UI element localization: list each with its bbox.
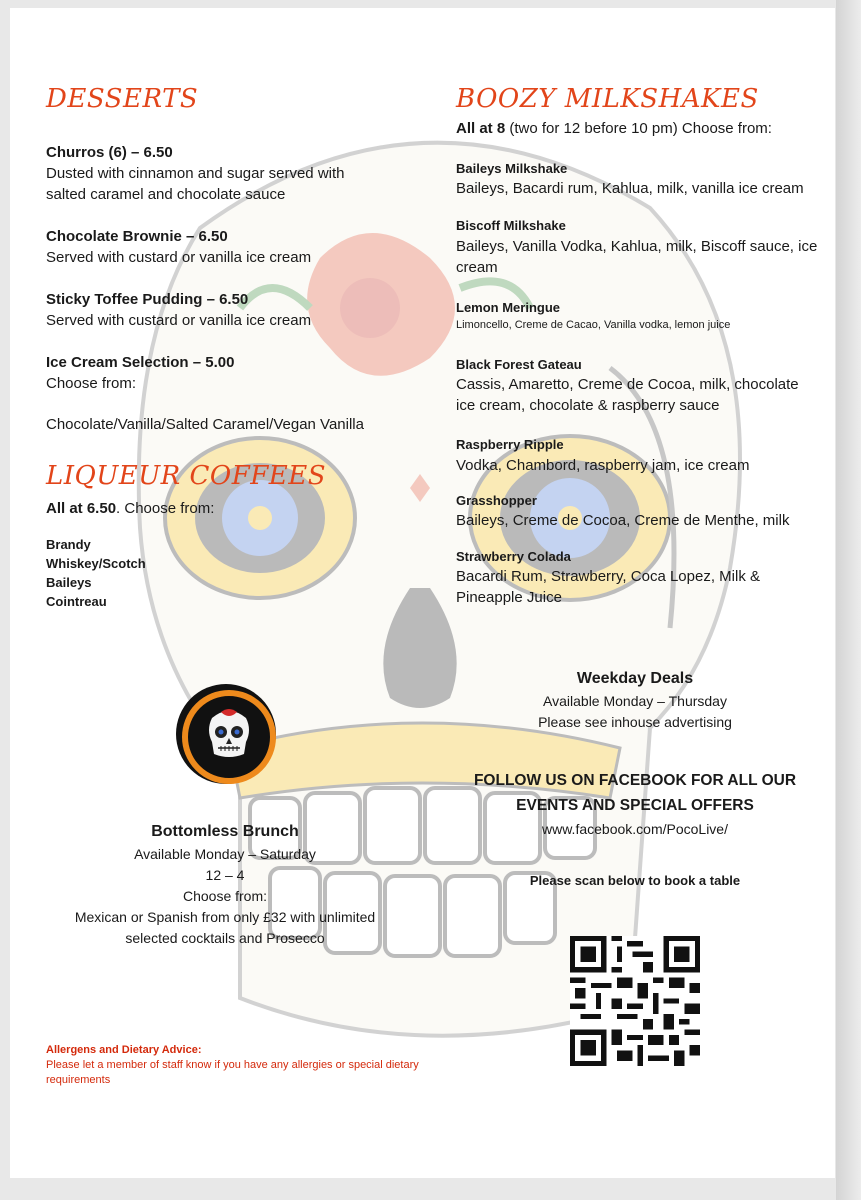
milkshake-desc: Vodka, Chambord, raspberry jam, ice cream [456,457,750,474]
liqueur-price-line [46,498,214,519]
liqueur-coffees-heading: LIQUEUR COFFEES [46,461,327,491]
facebook-url[interactable]: www.facebook.com/PocoLive/ [542,821,728,837]
milkshake-name: Baileys Milkshake [456,161,568,176]
milkshake-name: Strawberry Colada [456,549,571,564]
dessert-desc: Choose from: [46,375,137,392]
brunch-line: Choose from: [182,888,268,904]
book-table-prompt: Please scan below to book a table [529,873,741,888]
allergens-text: Please let a member of staff know if you have any allergies or special dietary requirements [46,1059,419,1086]
milkshake-desc: Baileys, Vanilla Vodka, Kahlua, milk, Biscoff sauce, ice cream [456,238,818,276]
milkshake-name: Lemon Meringue [456,300,561,315]
sugar-skull-logo [176,684,276,784]
brunch-line: 12 – 4 [205,867,245,883]
skull-icon [188,696,270,778]
milkshake-desc: Baileys, Creme de Cocoa, Creme de Menthe, milk [456,512,790,529]
liqueur-item: Baileys [46,575,92,590]
liqueur-item: Brandy [46,537,91,552]
milkshake-price-line [456,118,772,139]
dessert-desc: Served with custard or vanilla ice cream [46,312,312,329]
weekday-deals-line: Please see inhouse advertising [538,714,732,730]
dessert-name: Ice Cream Selection – 5.00 [46,354,235,371]
desserts-heading: DESSERTS [46,84,199,114]
page-edge-shadow [836,0,861,1200]
weekday-deals-title: Weekday Deals [576,670,694,687]
dessert-name: Chocolate Brownie – 6.50 [46,228,228,245]
liqueur-price: All at 6.50 [46,500,117,517]
facebook-line: EVENTS AND SPECIAL OFFERS [516,797,754,814]
dessert-desc: Dusted with cinnamon and sugar served with salted caramel and chocolate sauce [46,165,345,203]
milkshake-price: All at 8 [456,120,506,137]
brunch-line: selected cocktails and Prosecco [125,930,325,946]
liqueur-item: Cointreau [46,594,107,609]
milkshake-price-rest: (two for 12 before 10 pm) Choose from: [505,120,772,137]
brunch-title: Bottomless Brunch [151,823,299,840]
liqueur-price-rest: . Choose from: [116,500,215,517]
milkshake-desc: Cassis, Amaretto, Creme de Cocoa, milk, chocolate ice cream, chocolate & raspberry sauce [456,376,799,414]
liqueur-item: Whiskey/Scotch [46,556,146,571]
dessert-name: Churros (6) – 6.50 [46,144,173,161]
ice-cream-options: Chocolate/Vanilla/Salted Caramel/Vegan Vanilla [46,416,364,433]
weekday-deals-line: Available Monday – Thursday [543,693,727,709]
logo-ring [182,690,276,784]
milkshake-desc: Bacardi Rum, Strawberry, Coca Lopez, Milk & Pineapple Juice [456,568,760,606]
menu-page [10,8,835,1178]
milkshake-name: Raspberry Ripple [456,437,564,452]
qr-code[interactable] [570,936,700,1066]
milkshake-name: Grasshopper [456,493,537,508]
milkshake-desc: Limoncello, Creme de Cacao, Vanilla vodka, lemon juice [456,319,731,331]
boozy-milkshakes-heading: BOOZY MILKSHAKES [456,84,759,114]
milkshake-name: Black Forest Gateau [456,357,582,372]
dessert-desc: Served with custard or vanilla ice cream [46,249,312,266]
brunch-line: Mexican or Spanish from only £32 with unlimited [74,909,376,925]
brunch-line: Available Monday – Saturday [134,846,316,862]
dessert-name: Sticky Toffee Pudding – 6.50 [46,291,249,308]
facebook-line: FOLLOW US ON FACEBOOK FOR ALL OUR [473,772,797,789]
milkshake-name: Biscoff Milkshake [456,218,566,233]
allergens-title: Allergens and Dietary Advice: [46,1044,202,1056]
milkshake-desc: Baileys, Bacardi rum, Kahlua, milk, vanilla ice cream [456,180,804,197]
